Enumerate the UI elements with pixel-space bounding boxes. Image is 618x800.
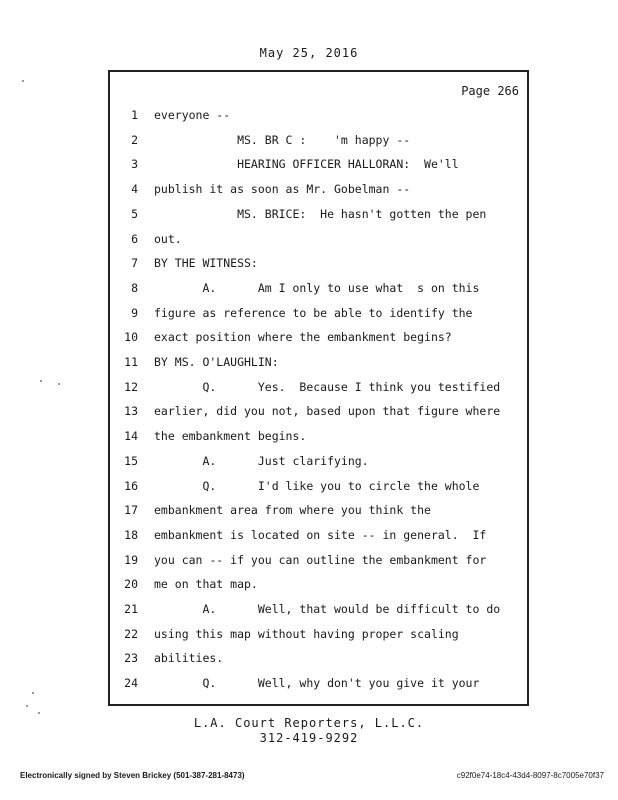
transcript-line [110,330,531,348]
line-text: Q. I'd like you to circle the whole [154,478,480,493]
transcript-line [110,528,531,546]
transcript-line [110,454,531,472]
line-number: 9 [131,305,138,320]
line-text: me on that map. [154,577,258,592]
scan-speck [40,380,42,382]
line-text: A. Just clarifying. [154,453,369,468]
line-text: Q. Yes. Because I think you testified [154,379,501,394]
line-text: MS. BRICE: He hasn't gotten the pen [154,206,487,221]
line-number: 20 [124,577,138,592]
line-text: abilities. [154,651,224,666]
line-text: HEARING OFFICER HALLORAN: We'll [154,157,459,172]
line-number: 21 [124,602,138,616]
transcript-line [110,676,531,694]
line-number: 6 [131,231,138,246]
page-header-date: May 25, 2016 [259,46,359,60]
electronic-signature: Electronically signed by Steven Brickey (501-387-281-8473) [20,771,245,780]
transcript-page-box [108,70,529,706]
line-number: 4 [131,182,138,197]
line-text: embankment is located on site -- in general. If [154,527,487,542]
line-text: figure as reference to be able to identify the [154,305,473,320]
line-number: 18 [124,527,138,542]
scan-speck [38,712,40,714]
line-text: BY THE WITNESS: [154,256,258,271]
transcript-line [110,306,531,324]
transcript-line [110,108,531,126]
line-text: embankment area from where you think the [154,503,431,518]
transcript-line [110,429,531,447]
line-number: 14 [124,429,138,444]
line-text: BY MS. O'LAUGHLIN: [154,355,279,369]
transcript-line [110,157,531,175]
footer-company: L.A. Court Reporters, L.L.C. [193,716,425,730]
transcript-line [110,627,531,645]
line-number: 2 [131,132,138,147]
transcript-line [110,380,531,398]
document-id: c92f0e74-18c4-43d4-8097-8c7005e70f37 [456,771,604,780]
line-text: the embankment begins. [154,429,307,444]
transcript-line [110,602,531,620]
line-text: publish it as soon as Mr. Gobelman -- [154,182,411,197]
line-number: 7 [131,256,138,271]
line-text: out. [154,231,182,246]
transcript-line [110,182,531,200]
transcript-line [110,232,531,250]
footer-phone: 312-419-9292 [259,731,359,745]
line-text: Q. Well, why don't you give it your [154,676,480,691]
transcript-line [110,479,531,497]
line-text: exact position where the embankment begins? [154,330,452,345]
line-number: 1 [131,108,138,122]
scan-speck [32,692,34,694]
line-number: 22 [124,626,138,641]
line-number: 24 [124,676,138,691]
line-number: 13 [124,404,138,419]
line-number: 3 [131,157,138,172]
transcript-line [110,503,531,521]
scan-speck [26,705,28,707]
line-number: 11 [124,355,138,369]
transcript-line [110,281,531,299]
transcript-line [110,404,531,422]
line-number: 23 [124,651,138,666]
line-text: using this map without having proper scaling [154,626,459,641]
line-number: 5 [131,206,138,221]
transcript-line [110,651,531,669]
transcript-line [110,207,531,225]
line-number: 19 [124,552,138,567]
line-number: 10 [124,330,138,345]
page-number: Page 266 [461,84,519,98]
line-text: you can -- if you can outline the embankment for [154,552,487,567]
line-number: 16 [124,478,138,493]
line-text: A. Well, that would be difficult to do [154,602,501,616]
line-text: A. Am I only to use what s on this [154,280,480,295]
transcript-line [110,553,531,571]
line-number: 15 [124,453,138,468]
transcript-line [110,577,531,595]
line-text: everyone -- [154,108,231,122]
scan-speck [22,80,24,82]
line-text: MS. BR C : 'm happy -- [154,132,411,147]
line-text: earlier, did you not, based upon that figure where [154,404,501,419]
line-number: 17 [124,503,138,518]
line-number: 12 [124,379,138,394]
transcript-line [110,355,531,373]
scan-speck [58,383,60,385]
transcript-line [110,256,531,274]
transcript-line [110,133,531,151]
line-number: 8 [131,280,138,295]
